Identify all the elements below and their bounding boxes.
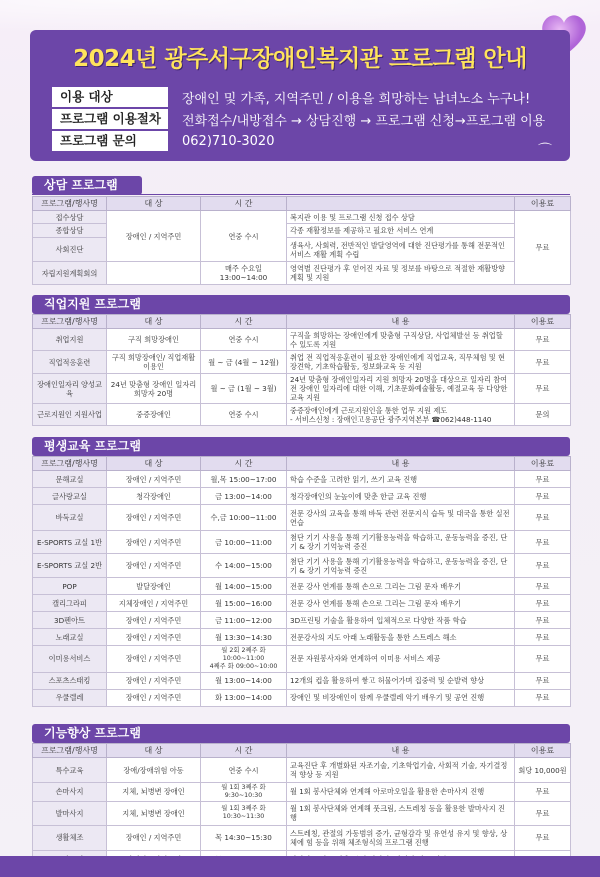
cell-content: 구직을 희망하는 장애인에게 맞춤형 구직상담, 사업체발선 등 취업할 수 있도록 지원	[287, 329, 515, 351]
cell-fee: 무료	[515, 578, 571, 595]
info-value: 전화접수/내방접수 → 상담진행 → 프로그램 신청→프로그램 이용	[182, 113, 546, 129]
table-row	[33, 329, 571, 351]
section-title-function: 기능향상 프로그램	[32, 724, 570, 743]
col-fee: 이용료	[515, 197, 571, 211]
cell-fee: 무료	[515, 351, 571, 374]
cell-program: 노래교실	[33, 629, 107, 646]
col-fee: 이용료	[515, 457, 571, 471]
function-table	[32, 743, 571, 869]
cell-time: 월 ~ 금 (1월 ~ 3월)	[201, 374, 287, 404]
cell-program: 캘리그라피	[33, 595, 107, 612]
cell-program: 스포츠스태킹	[33, 672, 107, 689]
cell-program: 생활체조	[33, 825, 107, 850]
cell-program: 취업지원	[33, 329, 107, 351]
cell-fee: 무료	[515, 374, 571, 404]
section-title-job: 직업지원 프로그램	[32, 295, 570, 314]
cell-content: 각종 재활정보를 제공하고 필요한 서비스 연계	[287, 224, 515, 238]
cell-target: 장애인 / 지역주민	[107, 646, 201, 673]
cell-time: 금 10:00~11:00	[201, 531, 287, 554]
cell-time: 월 14:00~15:00	[201, 578, 287, 595]
cell-program: 직업적응훈련	[33, 351, 107, 374]
cell-fee: 무료	[515, 689, 571, 706]
cell-content: 스트레칭, 관절의 가동범위 증가, 균형감각 및 유연성 유지 및 향상, 상체에 힘 등을 위해 체조형식의 프로그램 진행	[287, 825, 515, 850]
cell-fee: 무료	[515, 505, 571, 531]
col-target: 대 상	[107, 457, 201, 471]
col-content	[287, 197, 515, 211]
cell-time: 연중 수시	[201, 404, 287, 426]
cell-target: 구직 희망장애인/ 직업재활 이용인	[107, 351, 201, 374]
info-label: 이용 대상	[52, 87, 168, 107]
info-row-contact	[52, 131, 274, 151]
cell-target: 장애인 / 지역주민	[107, 612, 201, 629]
cell-fee: 무료	[515, 825, 571, 850]
cell-program: 특수교육	[33, 758, 107, 783]
cell-fee: 회당 10,000원	[515, 758, 571, 783]
table-row	[33, 211, 571, 224]
cell-content: 생육사, 사회력, 전반적인 발달영역에 대한 진단평가를 통해 전문적인 서비스 재활 계획 수립	[287, 238, 515, 262]
cell-content: 첨단 기기 사용을 통해 기기활용능력을 학습하고, 운동능력을 증진, 단기 & 장기 기억능력 증진	[287, 531, 515, 554]
table-row	[33, 689, 571, 706]
cell-target: 장애인 / 지역주민	[107, 211, 201, 262]
cell-target: 구직 희망장애인	[107, 329, 201, 351]
cell-target: 발달장애인	[107, 578, 201, 595]
cell-fee: 무료	[515, 211, 571, 285]
cell-target: 장애인 / 지역주민	[107, 689, 201, 706]
cell-program: 우쿨렐레	[33, 689, 107, 706]
cell-fee: 무료	[515, 471, 571, 488]
cell-program: 장애인일자리 양성교육	[33, 374, 107, 404]
info-label: 프로그램 문의	[52, 131, 168, 151]
cell-time: 월,목 15:00~17:00	[201, 471, 287, 488]
table-row	[33, 801, 571, 825]
cell-time: 화 13:00~14:00	[201, 689, 287, 706]
cell-program: 손마사지	[33, 783, 107, 802]
cell-content: 교육진단 후 개별화된 자조기술, 기초학업기술, 사회적 기술, 자기결정적 향상 등 지원	[287, 758, 515, 783]
cell-program: 문해교실	[33, 471, 107, 488]
content-line: 중증장애인에게 근로지원인을 통한 업무 지원 제도	[290, 405, 448, 415]
col-time: 시 간	[201, 315, 287, 329]
table-row	[33, 612, 571, 629]
cell-fee: 무료	[515, 612, 571, 629]
cell-time: 월 1회 3째주 화 9:30~10:30	[201, 783, 287, 802]
col-content: 내 용	[287, 744, 515, 758]
cell-time: 연중 수시	[201, 211, 287, 262]
cell-fee: 문의	[515, 404, 571, 426]
table-row	[33, 505, 571, 531]
col-time: 시 간	[201, 457, 287, 471]
col-content: 내 용	[287, 315, 515, 329]
cell-time: 월 15:00~16:00	[201, 595, 287, 612]
table-row	[33, 595, 571, 612]
cell-target: 24년 맞춤형 장애인 일자리 희망자 20명	[107, 374, 201, 404]
cell-program: 자립지원계획회의	[33, 262, 107, 285]
cell-target: 중증장애인	[107, 404, 201, 426]
cell-time: 월 13:30~14:30	[201, 629, 287, 646]
table-row	[33, 783, 571, 802]
table-row	[33, 374, 571, 404]
cell-content: 12개의 컵을 활용하여 쌓고 허물어가며 집중력 및 순발력 향상	[287, 672, 515, 689]
table-row	[33, 488, 571, 505]
cell-target: 장애인 / 지역주민	[107, 505, 201, 531]
table-row	[33, 578, 571, 595]
table-row	[33, 471, 571, 488]
section-title-counsel: 상담 프로그램	[32, 176, 142, 195]
cell-content: 영역별 진단평가 후 얻어진 자료 및 정보를 바탕으로 적절한 재활방향 계획 및 지원	[287, 262, 515, 285]
cell-content: 24년 맞춤형 장애인일자리 지원 희망자 20명을 대상으로 일자리 참여 전 장애인 일자리에 대한 이해, 기초문화예술활동, 예절교육 등 다양한 교육 지원	[287, 374, 515, 404]
cell-time: 월 ~ 금 (4월 ~ 12월)	[201, 351, 287, 374]
cell-time: 월 13:00~14:00	[201, 672, 287, 689]
content-line: - 서비스신청 : 장애인고용공단 광주지역본부 ☎062)448-1140	[290, 414, 492, 424]
cell-fee: 무료	[515, 488, 571, 505]
cell-target: 장애인 / 지역주민	[107, 554, 201, 578]
cell-fee: 무료	[515, 595, 571, 612]
job-table	[32, 314, 571, 426]
table-header	[33, 315, 571, 329]
cell-fee: 무료	[515, 801, 571, 825]
table-row	[33, 672, 571, 689]
col-target: 대 상	[107, 315, 201, 329]
info-label: 프로그램 이용절차	[52, 109, 168, 129]
cell-fee: 무료	[515, 629, 571, 646]
col-content: 내 용	[287, 457, 515, 471]
section-title-lifelong: 평생교육 프로그램	[32, 437, 570, 456]
cell-program: 바둑교실	[33, 505, 107, 531]
cell-program: E-SPORTS 교실 2반	[33, 554, 107, 578]
col-target: 대 상	[107, 744, 201, 758]
cell-content: 학습 수준을 고려한 읽기, 쓰기 교육 진행	[287, 471, 515, 488]
cell-fee: 무료	[515, 329, 571, 351]
col-fee: 이용료	[515, 744, 571, 758]
cell-program: 접수상담	[33, 211, 107, 224]
cell-content: 장애인 및 비장애인이 함께 우쿨렐레 악기 배우기 및 공연 진행	[287, 689, 515, 706]
table-row	[33, 531, 571, 554]
col-program: 프로그램/행사명	[33, 744, 107, 758]
cell-content: 전문 자원봉사자와 연계하여 이미용 서비스 제공	[287, 646, 515, 673]
col-fee: 이용료	[515, 315, 571, 329]
cell-target: 장애인 / 지역주민	[107, 531, 201, 554]
info-value: 062)710-3020	[182, 133, 275, 149]
table-header	[33, 744, 571, 758]
cell-content: 전문강사의 지도 아래 노래활동을 통한 스트레스 해소	[287, 629, 515, 646]
info-row-target	[52, 87, 530, 107]
footer-bar	[0, 856, 600, 877]
cell-fee: 무료	[515, 672, 571, 689]
cell-program: POP	[33, 578, 107, 595]
counsel-table	[32, 196, 571, 285]
col-time: 시 간	[201, 197, 287, 211]
table-row	[33, 646, 571, 673]
table-header	[33, 457, 571, 471]
cell-program: E-SPORTS 교실 1반	[33, 531, 107, 554]
time-line: 월 2회 2째주 화 10:00~11:00	[221, 647, 266, 662]
cell-time: 금 11:00~12:00	[201, 612, 287, 629]
page-title: 2024년 광주서구장애인복지관 프로그램 안내	[73, 46, 527, 72]
table-row	[33, 554, 571, 578]
cell-program: 근로지원인 지원사업	[33, 404, 107, 426]
cell-time: 연중 수시	[201, 329, 287, 351]
table-header	[33, 197, 571, 211]
info-value: 장애인 및 가족, 지역주민 / 이용을 희망하는 남녀노소 누구나!	[182, 91, 531, 107]
cell-content	[287, 404, 515, 426]
cell-content: 월 1회 봉사단체와 연계해 풋크림, 스트레칭 등을 활용한 발마사지 진행	[287, 801, 515, 825]
table-row	[33, 404, 571, 426]
cell-content: 전문 강사의 교육을 통해 바둑 관련 전문지식 습득 및 대국을 통한 실전 연습	[287, 505, 515, 531]
cell-program: 글사랑교실	[33, 488, 107, 505]
cell-target	[107, 262, 201, 285]
table-row	[33, 629, 571, 646]
cell-content: 청각장애인의 눈높이에 맞춘 한글 교육 진행	[287, 488, 515, 505]
cell-content: 복지관 이용 및 프로그램 신청 접수 상담	[287, 211, 515, 224]
cell-fee: 무료	[515, 646, 571, 673]
table-row	[33, 825, 571, 850]
cell-fee: 무료	[515, 531, 571, 554]
cell-time: 수,금 10:00~11:00	[201, 505, 287, 531]
cell-content: 월 1회 봉사단체와 연계해 아로마오일을 활용한 손마사지 진행	[287, 783, 515, 802]
cell-target: 지체, 뇌병변 장애인	[107, 801, 201, 825]
cell-content: 취업 전 직업적응훈련이 필요한 장애인에게 직업교육, 직무체험 및 현장견학, 기초학습활동, 정보화교육 등 지원	[287, 351, 515, 374]
cell-time: 금 13:00~14:00	[201, 488, 287, 505]
cell-program: 3D펜아트	[33, 612, 107, 629]
cell-time: 수 14:00~15:00	[201, 554, 287, 578]
col-program: 프로그램/행사명	[33, 197, 107, 211]
cell-time: 연중 수시	[201, 758, 287, 783]
table-row	[33, 262, 571, 285]
cell-target: 장애인 / 지역주민	[107, 825, 201, 850]
info-row-procedure	[52, 109, 545, 129]
cell-target: 지체, 뇌병변 장애인	[107, 783, 201, 802]
cell-program: 사회진단	[33, 238, 107, 262]
col-time: 시 간	[201, 744, 287, 758]
table-row	[33, 351, 571, 374]
cell-target: 장애인 / 지역주민	[107, 629, 201, 646]
cell-program: 발마사지	[33, 801, 107, 825]
cell-time: 월 1회 3째주 화 10:30~11:30	[201, 801, 287, 825]
header-panel	[30, 30, 570, 161]
bird-icon: ⌒	[538, 143, 552, 159]
table-row	[33, 758, 571, 783]
cell-program: 이미용서비스	[33, 646, 107, 673]
lifelong-table	[32, 456, 571, 707]
cell-content: 첨단 기기 사용을 통해 기기활용능력을 학습하고, 운동능력을 증진, 단기 & 장기 기억능력 증진	[287, 554, 515, 578]
cell-content: 전문 강사 연계를 통해 손으로 그리는 그림 문자 배우기	[287, 595, 515, 612]
col-target: 대 상	[107, 197, 201, 211]
cell-target: 장애인 / 지역주민	[107, 471, 201, 488]
cell-time: 목 14:30~15:30	[201, 825, 287, 850]
cell-target: 장애/장애위험 아동	[107, 758, 201, 783]
cell-content: 전문 강사 연계를 통해 손으로 그리는 그림 문자 배우기	[287, 578, 515, 595]
cell-target: 청각장애인	[107, 488, 201, 505]
cell-time: 매주 수요일 13:00~14:00	[201, 262, 287, 285]
cell-fee: 무료	[515, 554, 571, 578]
section-divider	[32, 194, 570, 195]
cell-fee: 무료	[515, 783, 571, 802]
col-program: 프로그램/행사명	[33, 457, 107, 471]
cell-time	[201, 646, 287, 673]
col-program: 프로그램/행사명	[33, 315, 107, 329]
cell-target: 장애인 / 지역주민	[107, 672, 201, 689]
cell-content: 3D프린팅 기술을 활용하여 입체적으로 다양한 작품 학습	[287, 612, 515, 629]
time-line: 4째주 화 09:00~10:00	[209, 662, 278, 670]
cell-program: 종합상담	[33, 224, 107, 238]
cell-target: 지체장애인 / 지역주민	[107, 595, 201, 612]
